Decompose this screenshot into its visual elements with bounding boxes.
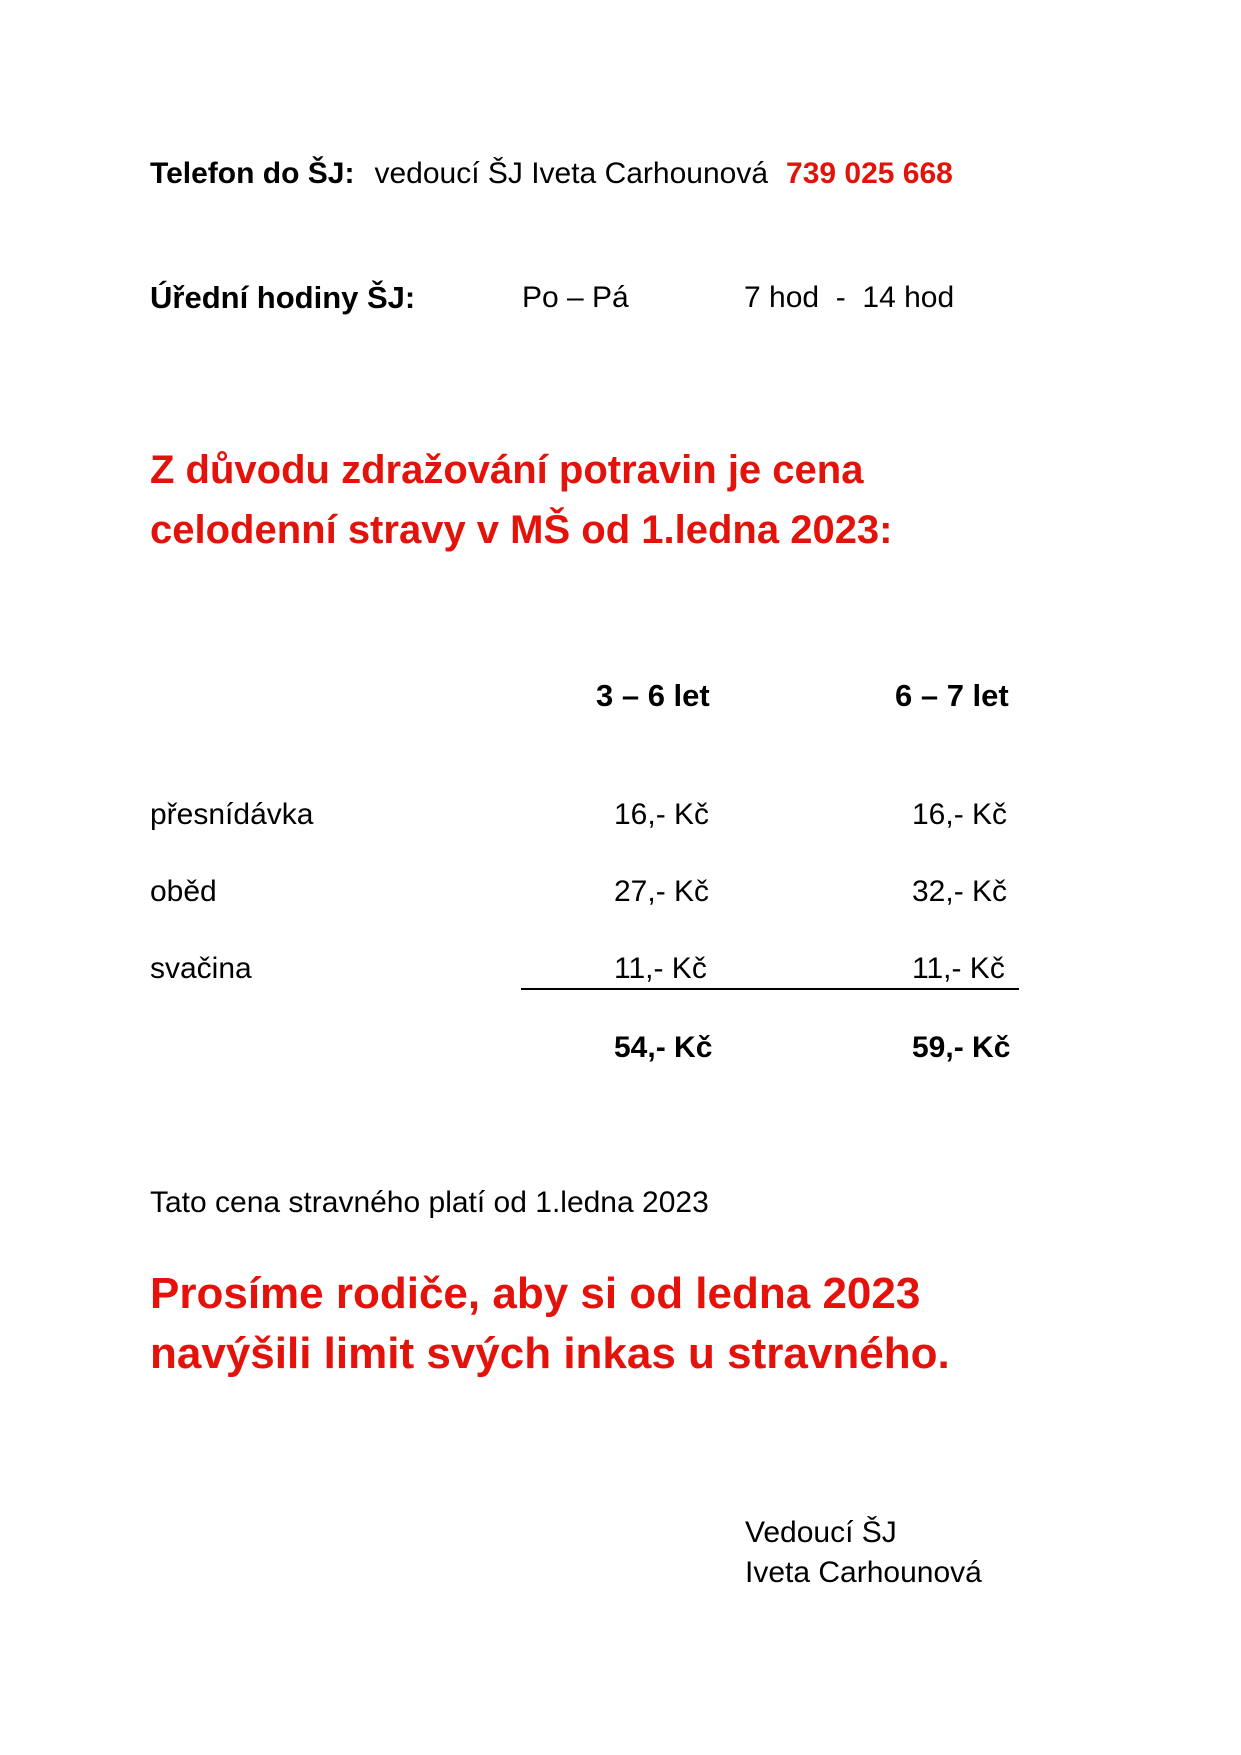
contact-person: vedoucí ŠJ Iveta Carhounová (374, 157, 769, 190)
contact-label: Telefon do ŠJ: (150, 157, 355, 190)
appeal-line-1: Prosíme rodiče, aby si od ledna 2023 (150, 1269, 921, 1318)
sum-divider-line (521, 988, 1019, 990)
validity-note: Tato cena stravného platí od 1.ledna 2023 (150, 1186, 709, 1219)
price-cell: 11,- Kč (912, 952, 1005, 985)
price-cell: 16,- Kč (912, 798, 1008, 831)
contact-phone: 739 025 668 (786, 157, 953, 190)
price-cell: 16,- Kč (614, 798, 710, 831)
row-label-snack-afternoon: svačina (150, 952, 252, 985)
price-cell: 11,- Kč (614, 952, 707, 985)
signature-block (745, 1513, 982, 1593)
price-cell: 27,- Kč (614, 875, 710, 908)
column-header-6-7: 6 – 7 let (895, 678, 1009, 713)
contact-line (150, 156, 953, 192)
headline-line-2: celodenní stravy v MŠ od 1.ledna 2023: (150, 508, 893, 552)
total-price-6-7: 59,- Kč (912, 1031, 1011, 1064)
row-label-snack-morning: přesnídávka (150, 798, 314, 831)
row-label-lunch: oběd (150, 875, 217, 908)
office-hours-days: Po – Pá (522, 281, 629, 314)
office-hours-time: 7 hod - 14 hod (744, 281, 955, 314)
total-price-3-6: 54,- Kč (614, 1031, 713, 1064)
signature-role: Vedoucí ŠJ (745, 1516, 897, 1549)
signature-name: Iveta Carhounová (745, 1556, 982, 1589)
parent-appeal (150, 1264, 950, 1384)
price-change-headline (150, 440, 893, 560)
price-cell: 32,- Kč (912, 875, 1008, 908)
appeal-line-2: navýšili limit svých inkas u stravného. (150, 1329, 950, 1378)
headline-line-1: Z důvodu zdražování potravin je cena (150, 448, 864, 492)
office-hours-label: Úřední hodiny ŠJ: (150, 280, 416, 315)
column-header-3-6: 3 – 6 let (596, 678, 710, 713)
